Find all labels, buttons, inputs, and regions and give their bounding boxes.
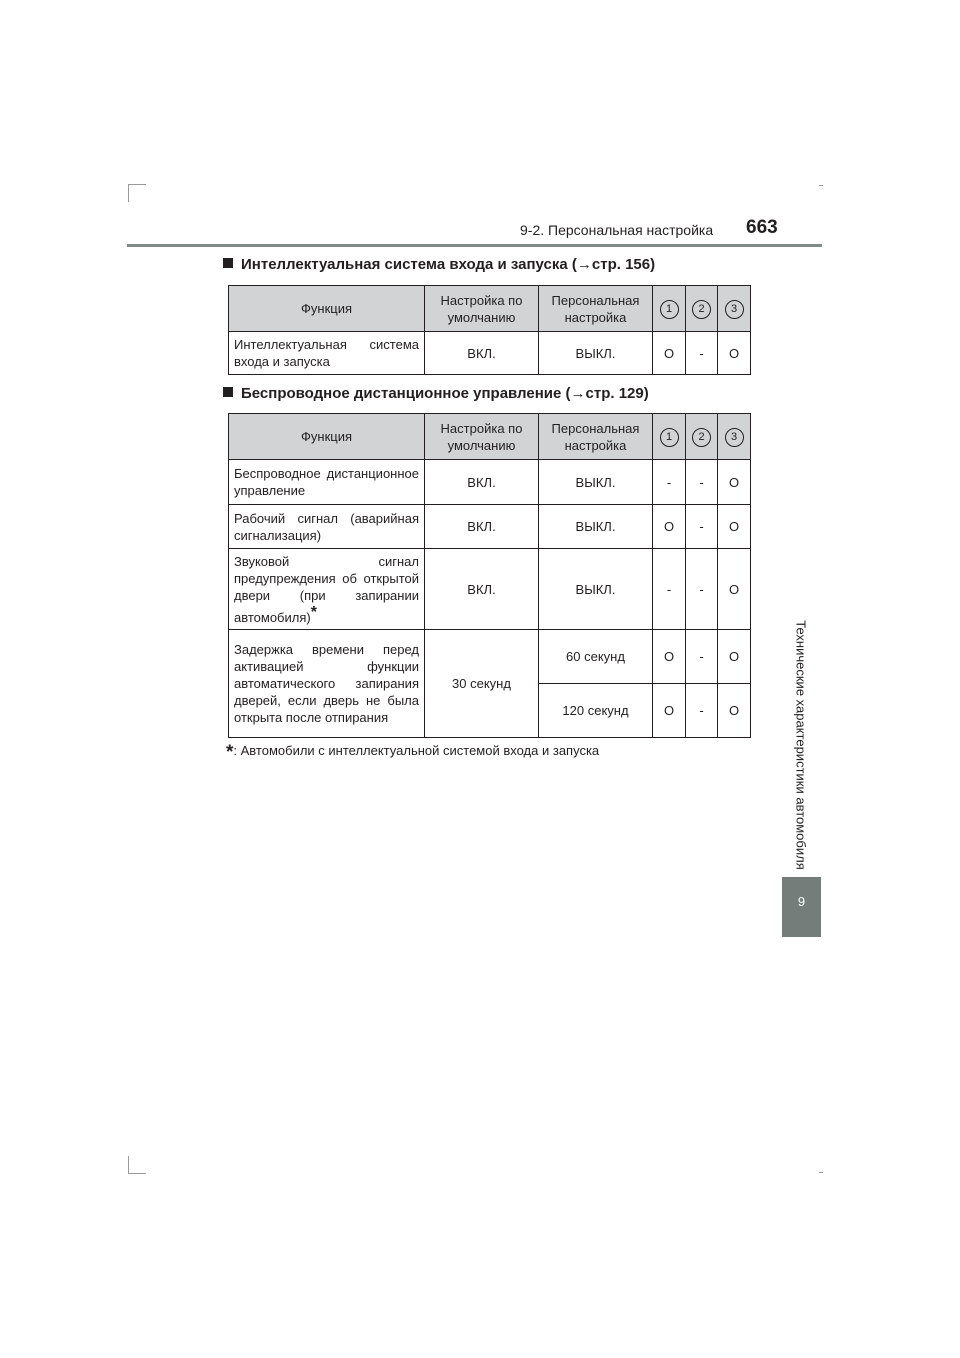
col-header-1 bbox=[653, 286, 686, 332]
chapter-side-label bbox=[782, 620, 820, 870]
footnote bbox=[226, 742, 599, 764]
col-header-personal: Персональная настройка bbox=[539, 286, 653, 332]
cell-mode-3: O bbox=[718, 460, 751, 505]
col-header-3 bbox=[718, 414, 751, 460]
section-title: Беспроводное дистанционное управление (→стр. 129) bbox=[241, 385, 649, 402]
section-heading-wireless-remote bbox=[223, 385, 649, 402]
cell-mode-1: - bbox=[653, 460, 686, 505]
footnote-mark: * bbox=[310, 603, 317, 621]
crop-mark-top-left-h bbox=[128, 184, 146, 185]
crop-mark-top-left-v bbox=[128, 184, 129, 202]
cell-default: ВКЛ. bbox=[425, 460, 539, 505]
cell-personal: ВЫКЛ. bbox=[539, 332, 653, 375]
cell-mode-1: O bbox=[653, 630, 686, 684]
cell-mode-3: O bbox=[718, 684, 751, 738]
col-header-default: Настройка по умолчанию bbox=[425, 414, 539, 460]
chapter-number: 9 bbox=[797, 894, 806, 909]
table-row bbox=[229, 630, 751, 684]
footnote-mark: * bbox=[226, 742, 234, 763]
crop-mark-top-right bbox=[819, 185, 823, 186]
table-row bbox=[229, 549, 751, 630]
cell-mode-3: O bbox=[718, 332, 751, 375]
cell-mode-2: - bbox=[686, 630, 718, 684]
cell-mode-1: O bbox=[653, 332, 686, 375]
col-header-2 bbox=[686, 286, 718, 332]
col-header-3 bbox=[718, 286, 751, 332]
section-title: Интеллектуальная система входа и запуска (→стр. 156) bbox=[241, 256, 656, 273]
circled-3-icon: 3 bbox=[725, 300, 744, 319]
cell-default: ВКЛ. bbox=[425, 549, 539, 630]
cell-personal: 60 секунд bbox=[539, 630, 653, 684]
cell-default: ВКЛ. bbox=[425, 332, 539, 375]
cell-mode-1: O bbox=[653, 505, 686, 549]
cell-mode-3: O bbox=[718, 630, 751, 684]
circled-1-icon: 1 bbox=[660, 428, 679, 447]
circled-2-icon: 2 bbox=[692, 428, 711, 447]
table-header-row bbox=[229, 286, 751, 332]
col-header-function: Функция bbox=[229, 414, 425, 460]
col-header-function: Функция bbox=[229, 286, 425, 332]
cell-function: Интеллектуальная система входа и запуска bbox=[229, 332, 425, 375]
running-header: 9-2. Персональная настройка bbox=[520, 222, 714, 238]
cell-function: Задержка времени перед активацией функции автоматического запирания дверей, если дверь не была открыта после отпирания bbox=[229, 630, 425, 738]
table-smart-entry bbox=[228, 285, 751, 375]
chapter-title: Технические характеристики автомобиля bbox=[793, 620, 809, 870]
cell-mode-3: O bbox=[718, 549, 751, 630]
cell-default: ВКЛ. bbox=[425, 505, 539, 549]
crop-mark-bottom-left-h bbox=[128, 1173, 146, 1174]
chapter-tab bbox=[782, 877, 821, 937]
section-heading-smart-entry bbox=[223, 256, 655, 273]
table-row bbox=[229, 505, 751, 549]
cell-mode-1: O bbox=[653, 684, 686, 738]
table-row bbox=[229, 460, 751, 505]
cell-personal: ВЫКЛ. bbox=[539, 460, 653, 505]
bullet-square-icon bbox=[223, 258, 233, 268]
cell-personal: ВЫКЛ. bbox=[539, 549, 653, 630]
cell-mode-2: - bbox=[686, 505, 718, 549]
bullet-square-icon bbox=[223, 387, 233, 397]
table-wireless-remote bbox=[228, 413, 751, 738]
footnote-text: : Автомобили с интеллектуальной системой входа и запуска bbox=[233, 743, 600, 758]
cell-function: Рабочий сигнал (аварийная сигнализация) bbox=[229, 505, 425, 549]
cell-mode-2: - bbox=[686, 332, 718, 375]
circled-1-icon: 1 bbox=[660, 300, 679, 319]
col-header-1 bbox=[653, 414, 686, 460]
cell-mode-1: - bbox=[653, 549, 686, 630]
table-row bbox=[229, 332, 751, 375]
cell-personal: ВЫКЛ. bbox=[539, 505, 653, 549]
cell-mode-3: O bbox=[718, 505, 751, 549]
cell-mode-2: - bbox=[686, 549, 718, 630]
table-header-row bbox=[229, 414, 751, 460]
circled-3-icon: 3 bbox=[725, 428, 744, 447]
cell-mode-2: - bbox=[686, 684, 718, 738]
cell-function-text: Звуковой сигнал предупреждения об открытой двери (при запирании автомобиля) bbox=[234, 553, 419, 625]
cell-default: 30 секунд bbox=[425, 630, 539, 738]
crop-mark-bottom-left-v bbox=[128, 1156, 129, 1174]
header-rule bbox=[127, 244, 822, 247]
crop-mark-bottom-right bbox=[819, 1172, 823, 1173]
cell-function: Беспроводное дистанционное управление bbox=[229, 460, 425, 505]
col-header-default: Настройка по умолчанию bbox=[425, 286, 539, 332]
col-header-2 bbox=[686, 414, 718, 460]
circled-2-icon: 2 bbox=[692, 300, 711, 319]
page-number: 663 bbox=[746, 217, 778, 238]
cell-mode-2: - bbox=[686, 460, 718, 505]
col-header-personal: Персональная настройка bbox=[539, 414, 653, 460]
cell-personal: 120 секунд bbox=[539, 684, 653, 738]
cell-function bbox=[229, 549, 425, 630]
